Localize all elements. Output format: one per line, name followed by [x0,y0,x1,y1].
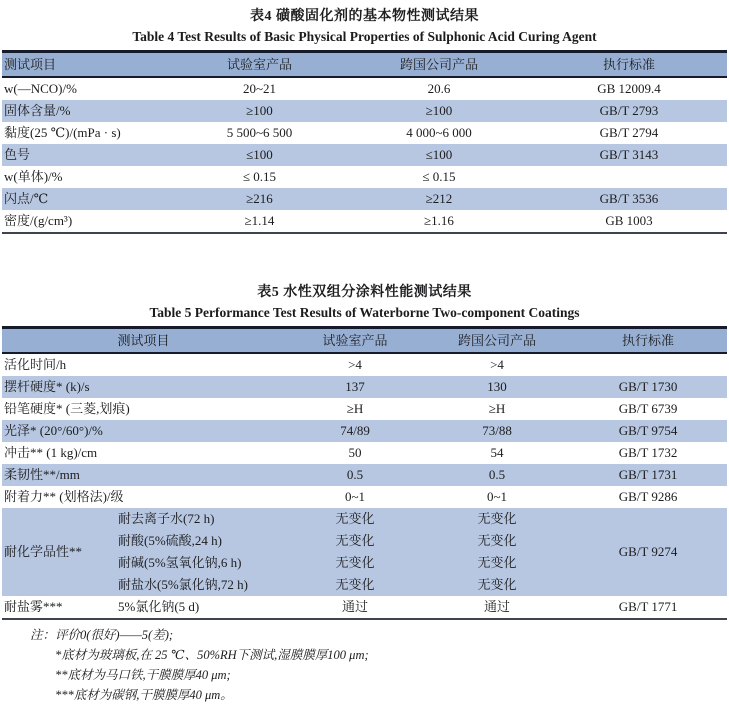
header-multi-product: 跨国公司产品 [399,57,478,72]
table-row [2,442,727,464]
table-row [2,144,727,166]
salt-spray-row [2,596,727,619]
table-row [2,353,727,376]
standard-cell: GB/T 9274 [618,544,678,559]
table-row [2,188,727,210]
lab-product-cell: 无变化 [335,555,375,570]
standard-cell: GB/T 3143 [599,147,659,162]
table-row [2,398,727,420]
test-item-cell: 柔韧性**/mm [4,467,80,482]
table4-caption [0,0,729,46]
multi-product-cell: ≤ 0.15 [422,169,456,184]
footnote-substrate-2: **底材为马口铁,干膜膜厚40 μm; [55,668,231,682]
lab-product-cell: 0~1 [344,489,366,504]
chem-detail-cell: 耐去离子水(72 h) [118,511,215,526]
lab-product-cell: 无变化 [335,533,375,548]
test-item-cell: 色号 [4,147,31,162]
header-standard: 执行标准 [622,333,675,348]
table5-caption [0,284,729,322]
multi-product-cell: 通过 [484,599,511,614]
lab-product-cell: 74/89 [340,423,370,438]
multi-product-cell: 无变化 [477,511,517,526]
standard-cell: GB/T 1732 [618,445,678,460]
salt-detail-cell: 5%氯化钠(5 d) [118,599,200,614]
multi-product-cell: 73/88 [482,423,512,438]
multi-product-cell: 0.5 [488,467,506,482]
standard-cell: GB 12009.4 [597,81,661,96]
test-item-cell: 摆杆硬度* (k)/s [4,379,90,394]
multi-product-cell: 4 000~6 000 [406,125,472,140]
lab-product-cell: 0.5 [346,467,364,482]
multi-product-cell: ≤100 [425,147,453,162]
table5 [2,326,727,620]
test-item-cell: w(单体)/% [4,169,63,184]
standard-cell: GB/T 2793 [599,103,659,118]
table-row [2,210,727,233]
lab-product-cell: ≤ 0.15 [242,169,277,184]
table4-title-en: Table 4 Test Results of Basic Physical Properties of Sulphonic Acid Curing Agent [132,29,597,44]
header-multi-product: 跨国公司产品 [458,333,537,348]
standard-cell: GB 1003 [605,213,653,228]
lab-product-cell: 5 500~6 500 [226,125,293,140]
multi-product-cell: 54 [490,445,504,460]
salt-category-cell: 耐盐雾*** [4,599,63,614]
table-row [2,464,727,486]
table4-header-row [2,52,727,78]
lab-product-cell: >4 [348,357,362,372]
footnote-substrate-3: ***底材为碳钢,干膜膜厚40 μm。 [55,688,233,702]
table-row [2,77,727,100]
test-item-cell: 光泽* (20°/60°)/% [4,423,103,438]
test-item-cell: 活化时间/h [4,357,67,372]
standard-cell: GB/T 2794 [599,125,659,140]
standard-cell: GB/T 1771 [618,599,678,614]
test-item-cell: 闪点/℃ [4,191,49,206]
chem-subrow [2,508,727,530]
standard-cell: GB/T 9286 [618,489,678,504]
test-item-cell: 密度/(g/cm³) [4,213,73,228]
lab-product-cell: ≥100 [246,103,273,118]
multi-product-cell: ≥212 [425,191,453,206]
standard-cell: GB/T 3536 [599,191,659,206]
lab-product-cell: ≥H [346,401,364,416]
multi-product-cell: 130 [487,379,507,394]
test-item-cell: 附着力** (划格法)/级 [4,489,124,504]
standard-cell: GB/T 1730 [618,379,678,394]
lab-product-cell: 无变化 [335,511,375,526]
footnote-rating: 注：评价0(很好)——5(差); [30,628,174,642]
standard-cell [569,353,727,376]
test-item-cell: 铅笔硬度* (三菱,划痕) [4,401,130,416]
table5-header-row [2,328,727,354]
multi-product-cell: ≥100 [425,103,453,118]
table-row [2,100,727,122]
header-test-item: 测试项目 [117,333,170,348]
table-row [2,166,727,188]
lab-product-cell: 50 [348,445,362,460]
test-item-cell: 黏度(25 ℃)/(mPa · s) [4,125,121,140]
chem-detail-cell: 耐碱(5%氢氧化钠,6 h) [118,555,242,570]
table4 [2,50,727,234]
test-item-cell: 固体含量/% [4,103,71,118]
table4-title-cn: 表4 磺酸固化剂的基本物性测试结果 [250,9,479,24]
lab-product-cell: 137 [345,379,365,394]
multi-product-cell: 无变化 [477,577,517,592]
header-test-item: 测试项目 [4,57,57,72]
lab-product-cell: 通过 [342,599,369,614]
footnotes [0,625,729,705]
table-row [2,122,727,144]
lab-product-cell: ≤100 [246,147,273,162]
test-item-cell: w(—NCO)/% [4,81,77,96]
footnote-substrate-1: *底材为玻璃板,在 25 ℃、50%RH下测试,湿膜膜厚100 μm; [55,648,369,662]
table-row [2,486,727,508]
table5-title-cn: 表5 水性双组分涂料性能测试结果 [257,285,472,300]
lab-product-cell: ≥1.14 [244,213,275,228]
header-lab-product: 试验室产品 [226,57,292,72]
table-row [2,376,727,398]
header-lab-product: 试验室产品 [322,333,388,348]
standard-cell: GB/T 1731 [618,467,678,482]
multi-product-cell: 0~1 [486,489,508,504]
standard-cell [531,166,727,188]
lab-product-cell: ≥216 [246,191,273,206]
chem-detail-cell: 耐盐水(5%氯化钠,72 h) [118,577,248,592]
chem-detail-cell: 耐酸(5%硫酸,24 h) [118,533,222,548]
chem-category-cell: 耐化学品性** [4,544,83,559]
header-standard: 执行标准 [602,57,655,72]
table5-title-en: Table 5 Performance Test Results of Waterborne Two-component Coatings [149,305,580,320]
multi-product-cell: 20.6 [427,81,451,96]
multi-product-cell: ≥H [488,401,506,416]
standard-cell: GB/T 9754 [618,423,678,438]
standard-cell: GB/T 6739 [618,401,678,416]
multi-product-cell: 无变化 [477,555,517,570]
lab-product-cell: 无变化 [335,577,375,592]
lab-product-cell: 20~21 [242,81,277,96]
table-row [2,420,727,442]
test-item-cell: 冲击** (1 kg)/cm [4,445,98,460]
multi-product-cell: 无变化 [477,533,517,548]
multi-product-cell: ≥1.16 [424,213,454,228]
multi-product-cell: >4 [490,357,504,372]
